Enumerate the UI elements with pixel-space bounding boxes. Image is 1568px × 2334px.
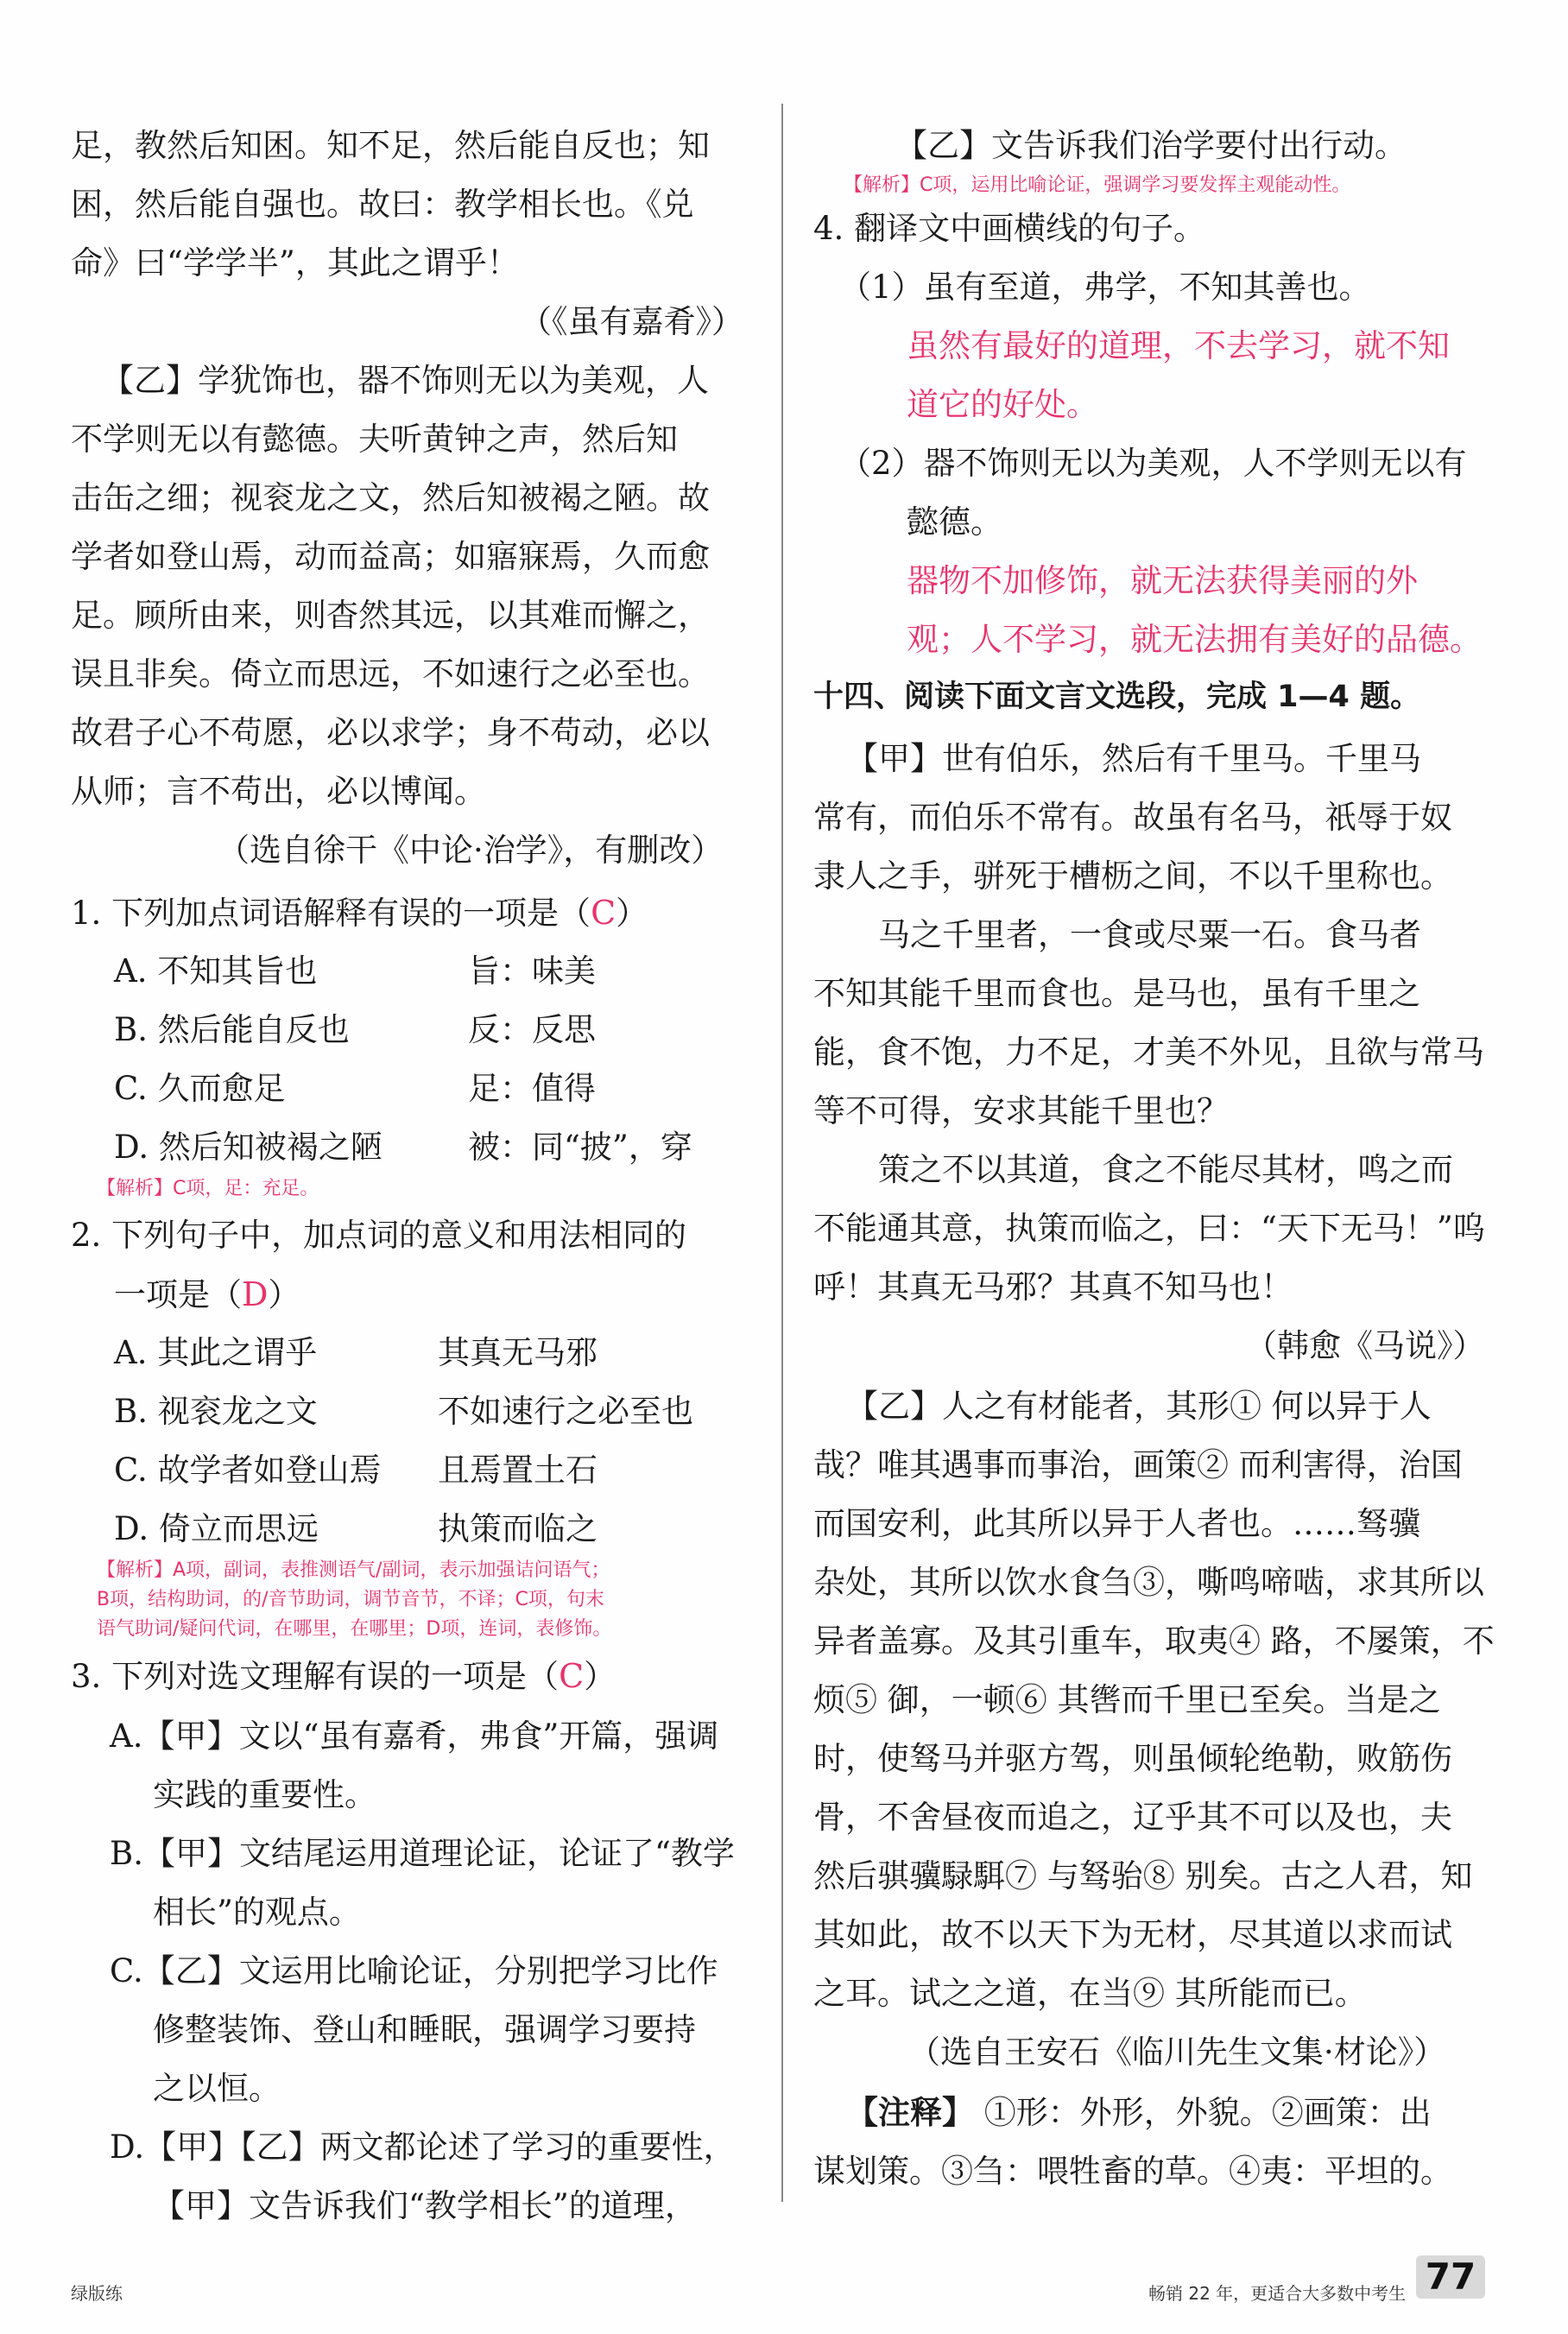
passage-yi-line: 之耳。试之之道，在当⑨ 其所能而已。 — [813, 1975, 1367, 2012]
passage-yi-line: 而国安利，此其所以异于人者也。……驽骥 — [813, 1505, 1420, 1542]
question-4-answer-2: 观；人不学习，就无法拥有美好的品德。 — [907, 621, 1482, 658]
passage-jia-line: 不能通其意，执策而临之，曰：“天下无马！”呜 — [813, 1210, 1485, 1247]
passage-jia-line: 不知其能千里而食也。是马也，虽有千里之 — [813, 975, 1420, 1012]
text-line: 学者如登山焉，动而益高；如寤寐焉，久而愈 — [71, 538, 710, 575]
text-line: 命》曰“学学半”，其此之谓乎！ — [71, 244, 519, 281]
text-line: 足。顾所由来，则杳然其远，以其难而懈之， — [71, 597, 710, 634]
option-b: B. 视衮龙之文 — [114, 1393, 318, 1430]
passage-jia-line: 马之千里者，一食或尽粟一石。食马者 — [878, 916, 1421, 953]
passage-yi-line: 时，使驽马并驱方驾，则虽倾轮绝勒，败筋伤 — [813, 1740, 1452, 1777]
source-citation: （选自徐干《中论·治学》，有删改） — [218, 832, 724, 869]
text-line: 困，然后能自强也。故曰：教学相长也。《兑 — [71, 186, 694, 223]
option-b: B. 然后能自反也 — [114, 1011, 350, 1048]
annotations-cont: 谋划策。③刍：喂牲畜的草。④夷：平坦的。 — [813, 2153, 1452, 2190]
text-line: 不学则无以有懿德。夫听黄钟之声，然后知 — [71, 421, 678, 458]
text-line: 故君子心不苟愿，必以求学；身不苟动，必以 — [71, 714, 710, 751]
option-c-meaning: 足：值得 — [468, 1070, 596, 1107]
option-b: B.【甲】文结尾运用道理论证，论证了“教学 — [110, 1835, 735, 1872]
passage-yi-line: 异者盖寡。及其引重车，取夷④ 路，不屡策，不 — [813, 1622, 1495, 1660]
option-d: D. 然后知被褐之陋 — [114, 1129, 383, 1166]
question-3-analysis: 【解析】C项，运用比喻论证，强调学习要发挥主观能动性。 — [844, 174, 1351, 196]
text-line: 误且非矣。倚立而思远，不如速行之必至也。 — [71, 655, 710, 693]
option-c: C.【乙】文运用比喻论证，分别把学习比作 — [110, 1952, 718, 1989]
passage-jia-line: 隶人之手，骈死于槽枥之间，不以千里称也。 — [813, 857, 1452, 895]
passage-jia-line: 【甲】世有伯乐，然后有千里马。千里马 — [846, 740, 1421, 777]
question-4-answer-2: 器物不加修饰，就无法获得美丽的外 — [907, 562, 1418, 599]
option-a-compare: 其真无马邪 — [438, 1334, 597, 1371]
footer-brand: 绿版练 — [71, 2283, 123, 2304]
option-b-meaning: 反：反思 — [468, 1011, 596, 1048]
question-4-sentence-2: （2）器不饰则无以为美观，人不学则无以有 — [839, 445, 1467, 482]
passage-jia-line: 能，食不饱，力不足，才美不外见，且欲与常马 — [813, 1034, 1484, 1071]
option-a: A. 不知其旨也 — [114, 952, 318, 990]
passage-yi-line: 烦⑤ 御，一顿⑥ 其辔而千里已至矣。当是之 — [813, 1681, 1441, 1718]
question-2-analysis: B项，结构助词，的/音节助词，调节音节，不译；C项，句末 — [97, 1589, 604, 1610]
text-line: 足，教然后知困。知不足，然后能自反也；知 — [71, 127, 710, 164]
question-3-stem: 3. 下列对选文理解有误的一项是（C） — [71, 1657, 616, 1695]
source-citation: （选自王安石《临川先生文集·材论》） — [908, 2034, 1446, 2071]
option-d-compare: 执策而临之 — [438, 1510, 597, 1547]
option-d-cont: 【乙】文告诉我们治学要付出行动。 — [895, 127, 1407, 164]
passage-yi-line: 【乙】人之有材能者，其形① 何以异于人 — [846, 1388, 1432, 1425]
question-1-answer: C — [591, 894, 616, 932]
text-line: 击缶之细；视衮龙之文，然后知被褐之陋。故 — [71, 479, 710, 516]
passage-jia-line: 常有，而伯乐不常有。故虽有名马，祇辱于奴 — [813, 799, 1452, 836]
question-4-answer-1: 道它的好处。 — [907, 386, 1098, 423]
option-c-cont: 之以恒。 — [153, 2070, 281, 2107]
option-b-cont: 相长”的观点。 — [153, 1894, 361, 1931]
page-number: 77 — [1416, 2255, 1485, 2299]
annotations-label: 【注释】 — [846, 2094, 974, 2131]
option-c-cont: 修整装饰、登山和睡眠，强调学习要持 — [153, 2011, 696, 2048]
text-line: 从师；言不苟出，必以博闻。 — [71, 773, 486, 810]
question-4-stem: 4. 翻译文中画横线的句子。 — [813, 210, 1206, 247]
option-d-cont: 【甲】文告诉我们“教学相长”的道理， — [153, 2187, 697, 2224]
annotations: 【注释】 ①形：外形，外貌。②画策：出 — [846, 2094, 1432, 2131]
passage-yi-line: 杂处，其所以饮水食刍③，嘶鸣啼啮，求其所以 — [813, 1564, 1484, 1601]
option-c-compare: 且焉置土石 — [438, 1452, 597, 1489]
option-d-meaning: 被：同“披”，穿 — [468, 1129, 692, 1166]
passage-yi-line: 哉？唯其遇事而事治，画策② 而利害得，治国 — [813, 1446, 1463, 1483]
question-2-analysis: 【解析】A项，副词，表推测语气/副词，表示加强诘问语气； — [97, 1559, 610, 1581]
passage-jia-line: 呼！其真无马邪？其真不知马也！ — [813, 1268, 1293, 1306]
text-line: 【乙】学犹饰也，器不饰则无以为美观，人 — [102, 362, 709, 399]
option-a-meaning: 旨：味美 — [468, 952, 596, 990]
section-14-title: 十四、阅读下面文言文选段，完成 1—4 题。 — [813, 680, 1421, 714]
question-4-answer-1: 虽然有最好的道理，不去学习，就不知 — [907, 327, 1450, 364]
passage-yi-line: 骨，不舍昼夜而追之，辽乎其不可以及也，夫 — [813, 1799, 1452, 1836]
question-3-answer: C — [559, 1657, 585, 1695]
option-a-cont: 实践的重要性。 — [153, 1776, 376, 1813]
passage-jia-line: 等不可得，安求其能千里也？ — [813, 1092, 1229, 1129]
question-4-sentence-1: （1）虽有至道，弗学，不知其善也。 — [839, 269, 1371, 306]
source-citation: （韩愈《马说》） — [1245, 1327, 1485, 1364]
question-1-stem: 1. 下列加点词语解释有误的一项是（C） — [71, 894, 648, 932]
question-2-stem-cont: 一项是（D） — [114, 1275, 300, 1313]
option-a: A. 其此之谓乎 — [114, 1334, 318, 1371]
question-2-analysis: 语气助词/疑问代词，在哪里，在哪里；D项，连词，表修饰。 — [97, 1618, 612, 1640]
passage-jia-line: 策之不以其道，食之不能尽其材，鸣之而 — [878, 1151, 1453, 1188]
question-2-stem: 2. 下列句子中，加点词的意义和用法相同的 — [71, 1217, 687, 1254]
source-citation: （《虽有嘉肴》） — [520, 303, 743, 340]
option-c: C. 故学者如登山焉 — [114, 1452, 382, 1489]
passage-yi-line: 然后骐骥騄駬⑦ 与驽骀⑧ 别矣。古之人君，知 — [813, 1857, 1473, 1894]
option-d: D. 倚立而思远 — [114, 1510, 319, 1547]
option-b-compare: 不如速行之必至也 — [438, 1393, 693, 1430]
column-divider — [781, 104, 783, 2202]
passage-yi-line: 其如此，故不以天下为无材，尽其道以求而试 — [813, 1916, 1452, 1953]
option-d: D.【甲】【乙】两文都论述了学习的重要性， — [110, 2128, 736, 2166]
question-2-answer: D — [242, 1275, 269, 1313]
question-1-analysis: 【解析】C项，足：充足。 — [97, 1178, 319, 1199]
option-a: A.【甲】文以“虽有嘉肴，弗食”开篇，强调 — [110, 1717, 719, 1755]
question-4-sentence-2: 懿德。 — [907, 503, 1002, 541]
option-c: C. 久而愈足 — [114, 1070, 286, 1107]
footer-slogan: 畅销 22 年，更适合大多数中考生 — [1148, 2283, 1407, 2304]
